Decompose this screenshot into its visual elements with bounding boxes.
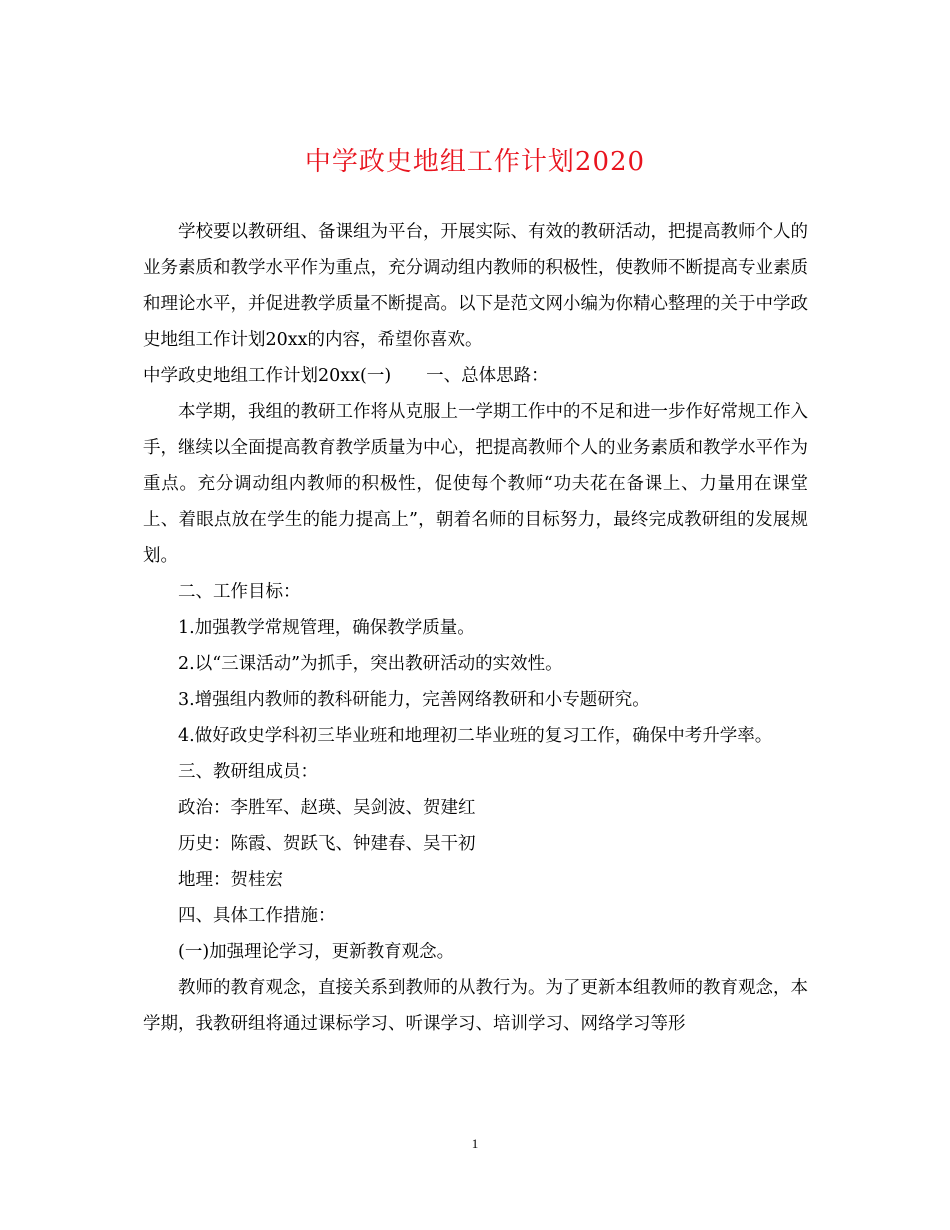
measure-heading-1: (一)加强理论学习，更新教育观念。: [178, 942, 455, 962]
section-heading-goals: 二、工作目标：: [178, 582, 301, 602]
members-geography: 地理：贺桂宏: [178, 870, 283, 890]
members-politics: 政治：李胜军、赵瑛、吴剑波、贺建红: [178, 798, 476, 818]
paragraph-plan-heading: 中学政史地组工作计划20xx(一) 一、总体思路：: [143, 366, 549, 386]
goal-item-1: 1.加强教学常规管理，确保教学质量。: [178, 618, 475, 638]
goal-item-4: 4.做好政史学科初三毕业班和地理初二毕业班的复习工作，确保中考升学率。: [178, 726, 773, 746]
section-heading-measures: 四、具体工作措施：: [178, 906, 336, 926]
paragraph-overall-approach: 本学期，我组的教研工作将从克服上一学期工作中的不足和进一步作好常规工作入手，继续以全面提高教育教学质量为中心，把提高教师个人的业务素质和教学水平作为重点。充分调动组内教师的积极性，促使每个教师“功夫花在备课上、力量用在课堂上、着眼点放在学生的能力提高上”，朝着名师的目标努力，最终完成教研组的发展规划。: [143, 402, 808, 566]
paragraph-intro: 学校要以教研组、备课组为平台，开展实际、有效的教研活动，把提高教师个人的业务素质和教学水平作为重点，充分调动组内教师的积极性，使教师不断提高专业素质和理论水平，并促进教学质量不断提高。以下是范文网小编为你精心整理的关于中学政史地组工作计划20xx的内容，希望你喜欢。: [143, 222, 808, 350]
section-heading-members: 三、教研组成员：: [178, 762, 318, 782]
paragraph-measure-1: 教师的教育观念，直接关系到教师的从教行为。为了更新本组教师的教育观念，本学期，我教研组将通过课标学习、听课学习、培训学习、网络学习等形: [143, 978, 808, 1034]
goal-item-2: 2.以“三课活动”为抓手，突出教研活动的实效性。: [178, 654, 563, 674]
goal-item-3: 3.增强组内教师的教科研能力，完善网络教研和小专题研究。: [178, 690, 650, 710]
document-body: [143, 214, 808, 1042]
members-history: 历史：陈霞、贺跃飞、钟建春、吴干初: [178, 834, 476, 854]
document-title: 中学政史地组工作计划2020: [304, 147, 646, 177]
page-number: 1: [471, 1136, 479, 1151]
